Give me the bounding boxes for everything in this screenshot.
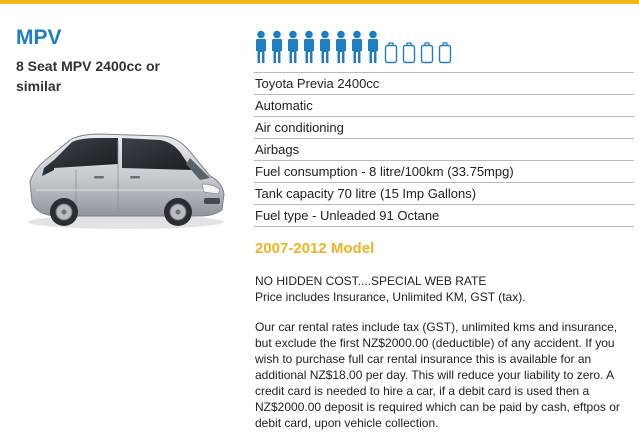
- person-icon: [334, 30, 348, 64]
- person-icon: [350, 30, 364, 64]
- spec-row: Fuel type - Unleaded 91 Octane: [254, 204, 634, 227]
- spec-row: Air conditioning: [254, 116, 634, 138]
- spec-row: Fuel consumption - 8 litre/100km (33.75mpg): [254, 160, 634, 182]
- suitcase-icon: [384, 42, 398, 64]
- spec-row: Toyota Previa 2400cc: [254, 72, 634, 94]
- pricing-headline: NO HIDDEN COST....SPECIAL WEB RATE: [255, 274, 487, 288]
- spec-row: Automatic: [254, 94, 634, 116]
- vehicle-category-title: MPV: [16, 26, 62, 49]
- spec-list: [254, 72, 634, 227]
- vehicle-details: [254, 28, 634, 431]
- pricing-inclusions: Price includes Insurance, Unlimited KM, GST (tax).: [255, 290, 526, 304]
- vehicle-description: 8 Seat MPV 2400cc or similar: [16, 58, 160, 94]
- person-icon: [302, 30, 316, 64]
- model-years: 2007-2012 Model: [255, 240, 375, 257]
- spec-row: Airbags: [254, 138, 634, 160]
- top-accent-rule: [0, 0, 639, 4]
- suitcase-icon: [402, 42, 416, 64]
- suitcase-icon: [438, 42, 452, 64]
- pricing-note: [255, 273, 634, 305]
- suitcase-icon: [420, 42, 434, 64]
- person-icon: [286, 30, 300, 64]
- capacity-icons: [254, 28, 634, 64]
- spec-row: Tank capacity 70 litre (15 Imp Gallons): [254, 182, 634, 204]
- person-icon: [270, 30, 284, 64]
- minivan-image: [14, 124, 234, 234]
- person-icon: [318, 30, 332, 64]
- person-icon: [254, 30, 268, 64]
- person-icon: [366, 30, 380, 64]
- vehicle-header: [16, 26, 216, 96]
- rental-terms: Our car rental rates include tax (GST), unlimited kms and insurance, but exclude the first NZ$2000.00 (deductible) of any accident. If you wish to purchase full car rental insurance this is available for an additional NZ$18.00 per day. This will reduce your liability to zero. A credit card is needed to hire a car, if a debit card is used then a NZ$2000.00 deposit is required which can be paid by cash, eftpos or debit card, upon vehicle collection.: [255, 320, 620, 430]
